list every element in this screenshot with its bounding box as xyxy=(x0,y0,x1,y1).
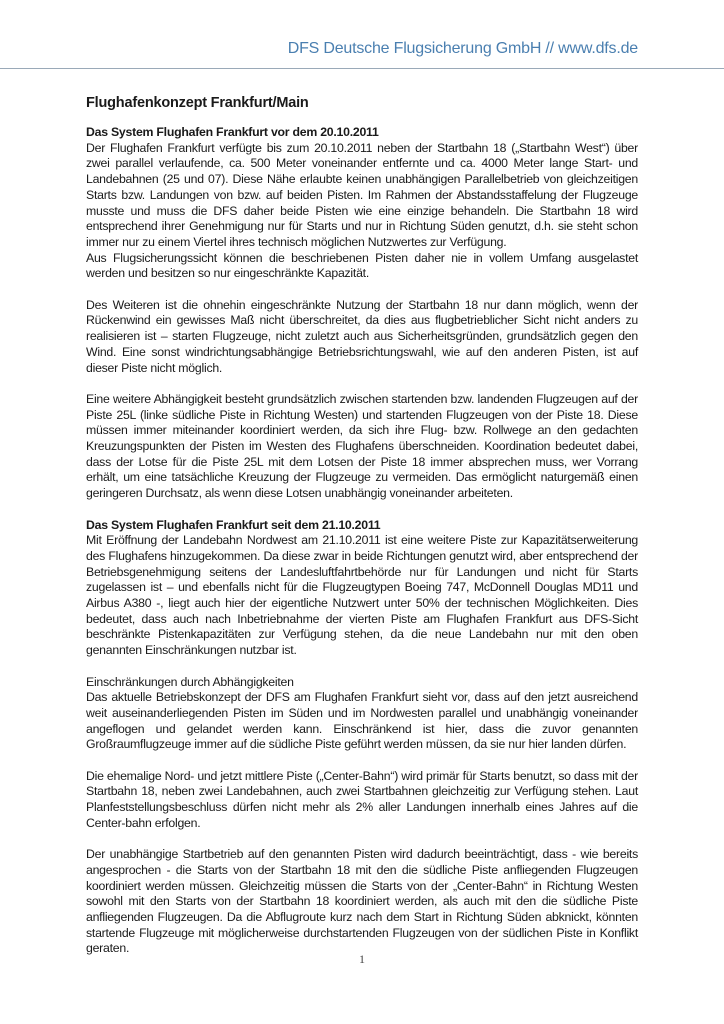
paragraph: Die ehemalige Nord- und jetzt mittlere Piste („Center-Bahn“) wird primär für Starts benutzt, so dass mit der Startbahn 18, neben zwei Landebahnen, auch zwei Startbahnen gleichzeitig zur Verfügung stehen. Laut Planfeststellungsbeschluss dürfen nicht mehr als 2% aller Landungen innerhalb eines Jahres auf die Center-bahn erfolgen. xyxy=(86,768,638,830)
page-number: 1 xyxy=(359,952,365,966)
section-heading-since: Das System Flughafen Frankfurt seit dem 21.10.2011 xyxy=(86,517,381,532)
paragraph: Das aktuelle Betriebskonzept der DFS am Flughafen Frankfurt sieht vor, dass auf den jetzt ausreichend weit auseinanderliegenden Pisten im Süden und im Nordwesten parallel und unabhängig voneinander angeflogen und gelandet werden kann. Einschränkend ist hier, dass die zuvor genannten Großraumflugzeuge immer auf die südliche Piste geführt werden müssen, da sie nur hier landen dürfen. xyxy=(86,690,638,752)
header-text: DFS Deutsche Flugsicherung GmbH // www.dfs.de xyxy=(287,40,638,57)
header-divider xyxy=(0,68,724,69)
document-body xyxy=(86,94,638,957)
document-title: Flughafenkonzept Frankfurt/Main xyxy=(86,95,309,111)
paragraph: Der unabhängige Startbetrieb auf den genannten Pisten wird dadurch beeinträchtigt, dass - wie bereits angesprochen - die Starts von der Startbahn 18 mit den die südliche Piste anfliegenden Flugzeugen koordiniert werden müssen. Gleichzeitig müssen die Starts von der „Center-Bahn“ in Richtung Westen sowohl mit den Starts von der Startbahn 18 koordiniert werden, als auch mit den die südliche Piste anfliegenden Flugzeugen. Da die Abflugroute kurz nach dem Start in Richtung Süden abknickt, könnten startende Flugzeuge mit möglicherweise durchstartenden Flugzeugen von der südlichen Piste in Konflikt geraten. xyxy=(86,847,638,956)
section-heading-before: Das System Flughafen Frankfurt vor dem 20.10.2011 xyxy=(86,125,379,139)
paragraph: Eine weitere Abhängigkeit besteht grundsätzlich zwischen startenden bzw. landenden Flugzeugen auf der Piste 25L (linke südliche Piste in Richtung Westen) und startenden Flugzeugen von der Piste 18. Diese müssen immer miteinander koordiniert werden, da sich ihre Flug- bzw. Rollwege an den gedachten Kreuzungspunkten der Pisten im Westen des Flughafens überschneiden. Koordination bedeutet dabei, dass der Lotse für die Piste 25L mit dem Lotsen der Piste 18 immer absprechen muss, wer Vorrang erhält, um eine tatsächliche Kreuzung der Flugzeuge zu vermeiden. Das ermöglicht naturgemäß einen geringeren Durchsatz, als wenn diese Lotsen unabhängig voneinander arbeiteten. xyxy=(86,391,638,501)
paragraph: Mit Eröffnung der Landebahn Nordwest am 21.10.2011 ist eine weitere Piste zur Kapazitätserweiterung des Flughafens hinzugekommen. Da diese zwar in beide Richtungen genutzt wird, aber entsprechend der Betriebsgenehmigung seitens der Landesluftfahrtbehörde nur für Landungen und nicht für Starts zugelassen ist – und ebenfalls nicht für die Flugzeugtypen Boeing 747, McDonnell Douglas MD11 und Airbus A380 -, liegt auch hier der eigentliche Nutzwert unter 50% der technischen Möglichkeiten. Dies bedeutet, dass auch nach Inbetriebnahme der vierten Piste am Flughafen Frankfurt aus DFS-Sicht beschränkte Pistenkapazitäten zur Verfügung stehen, da die neue Landebahn nur mit den oben genannten Einschränkungen nutzbar ist. xyxy=(86,533,638,658)
paragraph: Des Weiteren ist die ohnehin eingeschränkte Nutzung der Startbahn 18 nur dann möglich, wenn der Rückenwind ein gewisses Maß nicht überschreitet, da dies aus flugbetrieblicher Sicht nicht anders zu realisieren ist – starten Flugzeuge, nicht zuletzt auch aus Sicherheitsgründen, grundsätzlich gegen den Wind. Eine sonst windrichtungsabhängige Betriebsrichtungswahl, wie auf den anderen Pisten, ist auf dieser Piste nicht möglich. xyxy=(86,297,638,375)
paragraph: Aus Flugsicherungssicht können die beschriebenen Pisten daher nie in vollem Umfang ausgelastet werden und besitzen so nur eingeschränkte Kapazität. xyxy=(86,250,638,281)
subheading: Einschränkungen durch Abhängigkeiten xyxy=(86,674,294,689)
paragraph: Der Flughafen Frankfurt verfügte bis zum 20.10.2011 neben der Startbahn 18 („Startbahn West“) über zwei parallel verlaufende, ca. 500 Meter voneinander entfernte und ca. 4000 Meter lange Start- und Landebahnen (25 und 07). Diese Nähe erlaubte keinen unabhängigen Parallelbetrieb von gleichzeitigen Starts bzw. Landungen von bzw. auf beiden Pisten. Im Rahmen der Abstandsstaffelung der Flugzeuge musste und muss die DFS daher beide Pisten wie eine einzige behandeln. Die Startbahn 18 wird entsprechend ihrer Genehmigung nur für Starts und nur in Richtung Süden genutzt, d.h. sie steht schon immer nur zu einem Viertel ihres technisch möglichen Nutzwertes zur Verfügung. xyxy=(86,140,638,249)
